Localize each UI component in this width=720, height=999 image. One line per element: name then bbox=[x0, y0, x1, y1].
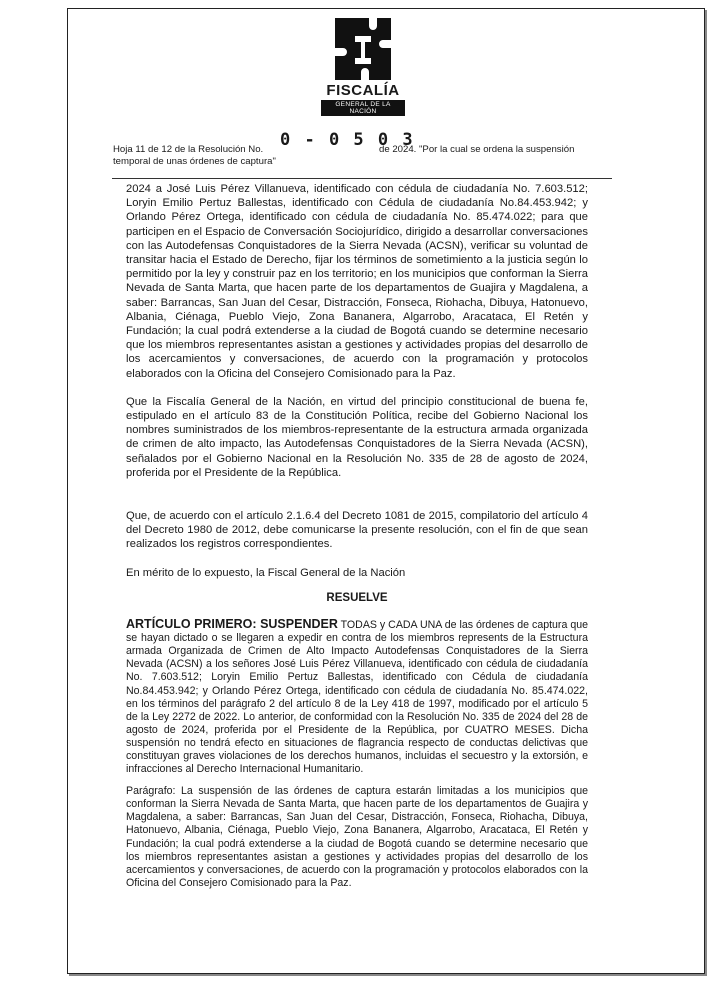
paragraph-appointment: 2024 a José Luis Pérez Villanueva, identificado con cédula de ciudadanía No. 7.603.512; Loryin Emilio Pertuz Ballestas, identificado con Cédula de ciudadanía No.84.453.942; y Orlando Pérez Ortega, identificado con cédula de ciudadanía No. 85.474.022; para que participen en el Espacio de Conversación Sociojurídico, dirigido a desarrollar conversaciones con las Autodefensas Conquistadores de la Sierra Nevada (ACSN), verificar su voluntad de transitar hacia el Estado de Derecho, fijar los términos de sometimiento a la justicia según lo permitido por la ley y construir paz en los territorio; en los municipios que conforman la Sierra Nevada de Santa Marta, que hacen parte de los departamentos de Guajira y Magdalena, a saber: Barrancas, San Juan del Cesar, Distracción, Fonseca, Riohacha, Dibuya, Hatonuevo, Albania, Ciénaga, Pueblo Viejo, Zona Bananera, Algarrobo, Aracataca, El Retén y Fundación; la cual podrá extenderse a la ciudad de Bogotá cuando se determine necesario que los miembros representantes asistan a gestiones y actividades propias del desarrollo de los acercamientos y conversaciones, de acuerdo con la programación y protocolos elaborados con la Oficina del Consejero Comisionado para la Paz. bbox=[126, 183, 589, 380]
resuelve-heading: RESUELVE bbox=[326, 591, 388, 604]
resolution-title-line-1: de 2024. "Por la cual se ordena la suspensión bbox=[379, 144, 575, 155]
resolution-number: 0 - 0 5 0 3 bbox=[280, 130, 415, 150]
logo-wordmark: FISCALÍA bbox=[326, 82, 400, 99]
logo-subtitle: GENERAL DE LA NACIÓN bbox=[321, 100, 405, 116]
resolution-title-line-2: temporal de unas órdenes de captura" bbox=[113, 156, 276, 167]
document-body bbox=[126, 182, 588, 890]
header-divider bbox=[112, 178, 612, 179]
paragraph-paragrafo: Parágrafo: La suspensión de las órdenes de captura estarán limitadas a los municipios que conforman la Sierra Nevada de Santa Marta, que hacen parte de los departamentos de Guajira y Magdalena, a saber: Barrancas, San Juan del Cesar, Distracción, Fonseca, Riohacha, Dibuya, Hatonuevo, Albania, Ciénaga, Pueblo Viejo, Zona Bananera, Algarrobo, Aracataca, El Retén y Fundación; la cual podrá extenderse a la ciudad de Bogotá cuando se determine necesario que los miembros representantes asistan a gestiones y actividades propias del desarrollo de los acercamientos y conversaciones, de acuerdo con la programación y protocolos elaborados con la Oficina del Consejero Comisionado para la Paz. bbox=[126, 785, 588, 889]
paragraph-merit: En mérito de lo expuesto, la Fiscal General de la Nación bbox=[126, 566, 406, 579]
puzzle-piece-icon bbox=[335, 18, 391, 80]
article-first bbox=[126, 618, 588, 776]
article-first-heading: ARTÍCULO PRIMERO: SUSPENDER bbox=[126, 617, 338, 632]
paragraph-communication: Que, de acuerdo con el artículo 2.1.6.4 del Decreto 1081 de 2015, compilatorio del artículo 4 del Decreto 1980 de 2012, debe comunicarse la presente resolución, con el fin de que sean realizados los registros correspondientes. bbox=[126, 510, 588, 551]
sheet-reference: Hoja 11 de 12 de la Resolución No. bbox=[113, 144, 264, 155]
paragraph-good-faith: Que la Fiscalía General de la Nación, en virtud del principio constitucional de buena fe, estipulado en el artículo 83 de la Constitución Política, recibe del Gobierno Nacional los nombres suministrados de los miembros-representante de la estructura armada organizada de crimen de alto impacto, las Autodefensas Conquistadores de la Sierra Nevada (ACSN), señalados por el Gobierno Nacional en la Resolución No. 335 de 28 de agosto de 2024, proferida por el Presidente de la República. bbox=[126, 395, 588, 479]
article-first-text: TODAS y CADA UNA de las órdenes de captura que se hayan dictado o se llegaren a expedir en contra de los miembros represents de la Estructura armada Organizada de Crimen de Alto Impacto Autodefensas Conquistadores de la Sierra Nevada (ACSN) a los señores José Luis Pérez Villanueva, identificado con cédula de ciudadanía No. 7.603.512; Loryin Emilio Pertuz Ballestas, identificado con Cédula de ciudadanía No.84.453.942; y Orlando Pérez Ortega, identificado con cédula de ciudadanía No. 85.474.022, en los términos del parágrafo 2 del artículo 8 de la Ley 418 de 1997, modificado por el artículo 5 de la Ley 2272 de 2022. Lo anterior, de conformidad con la Resolución No. 335 de 2024 del 28 de agosto de 2024, proferida por el Presidente de la República, por CUATRO MESES. Dicha suspensión no tendrá efecto en situaciones de flagrancia respecto de conductas delictivas que constituyan graves violaciones de los derechos humanos, incluidas el secuestro y la extorsión, e infracciones al Derecho Internacional Humanitario. bbox=[126, 619, 588, 776]
fiscalia-logo bbox=[320, 18, 406, 120]
